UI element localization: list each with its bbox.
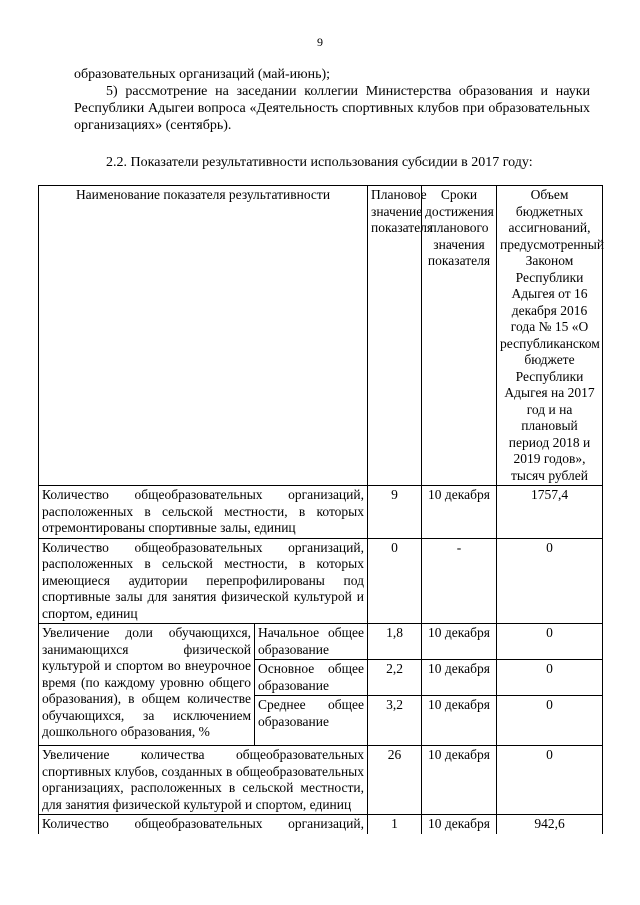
row-deadline: 10 декабря — [422, 660, 497, 696]
intro-item-5: 5) рассмотрение на заседании коллегии Министерства образования и науки Республики Адыгеи вопроса «Деятельность спортивных клубов при образовательных организациях» (сентябрь). — [74, 84, 590, 133]
row-budget: 0 — [497, 624, 603, 660]
row-budget: 0 — [497, 746, 603, 815]
row-budget: 0 — [497, 696, 603, 746]
row-planned: 1,8 — [368, 624, 422, 660]
education-level: Среднее общее образование — [255, 696, 368, 746]
page-number: 9 — [317, 35, 323, 49]
row-planned: 0 — [368, 538, 422, 624]
row-deadline: 10 декабря — [422, 815, 497, 834]
row-budget: 0 — [497, 538, 603, 624]
row-planned: 9 — [368, 486, 422, 539]
row-planned: 2,2 — [368, 660, 422, 696]
table-row — [39, 624, 603, 660]
row-name: Количество общеобразовательных организаций, — [39, 815, 368, 834]
header-deadline: Сроки достижения планового значения показателя — [422, 186, 497, 486]
row-deadline: 10 декабря — [422, 746, 497, 815]
row-deadline: 10 декабря — [422, 624, 497, 660]
row-planned: 3,2 — [368, 696, 422, 746]
row-name: Количество общеобразовательных организаций, расположенных в сельской местности, в которых имеющиеся аудитории перепрофилированы под спортивные залы для занятия физической культурой и спортом, единиц — [39, 538, 368, 624]
header-name: Наименование показателя результативности — [39, 186, 368, 486]
row-deadline: - — [422, 538, 497, 624]
education-level: Основное общее образование — [255, 660, 368, 696]
row-planned: 26 — [368, 746, 422, 815]
row-budget: 942,6 — [497, 815, 603, 834]
row-budget: 1757,4 — [497, 486, 603, 539]
education-level: Начальное общее образование — [255, 624, 368, 660]
row-budget: 0 — [497, 660, 603, 696]
header-budget: Объем бюджетных ассигнований, предусмотренный Законом Республики Адыгея от 16 декабря 2016 года № 15 «О республиканском бюджете Республики Адыгея на 2017 год и на плановый период 2018 и 2019 годов», тысяч рублей — [497, 186, 603, 486]
indicators-table — [38, 185, 603, 834]
table-row — [39, 538, 603, 624]
intro-line: образовательных организаций (май-июнь); — [74, 67, 330, 82]
row-name: Количество общеобразовательных организаций, расположенных в сельской местности, в которых отремонтированы спортивные залы, единиц — [39, 486, 368, 539]
table-row — [39, 815, 603, 834]
share-indicator-name: Увеличение доли обучающихся, занимающихся физической культурой и спортом во внеурочное время (по каждому уровню общего образования), в общем количестве обучающихся, за исключением дошкольного образования, % — [39, 624, 255, 746]
header-planned: Плановое значение показателя — [368, 186, 422, 486]
table-header-row — [39, 186, 603, 486]
row-planned: 1 — [368, 815, 422, 834]
row-deadline: 10 декабря — [422, 696, 497, 746]
section-title: 2.2. Показатели результативности использования субсидии в 2017 году: — [106, 155, 533, 170]
table-row — [39, 746, 603, 815]
row-name: Увеличение количества общеобразовательных спортивных клубов, созданных в общеобразовательных организациях, расположенных в сельской местности, для занятия физической культурой и спортом, единиц — [39, 746, 368, 815]
row-deadline: 10 декабря — [422, 486, 497, 539]
table-row — [39, 486, 603, 539]
